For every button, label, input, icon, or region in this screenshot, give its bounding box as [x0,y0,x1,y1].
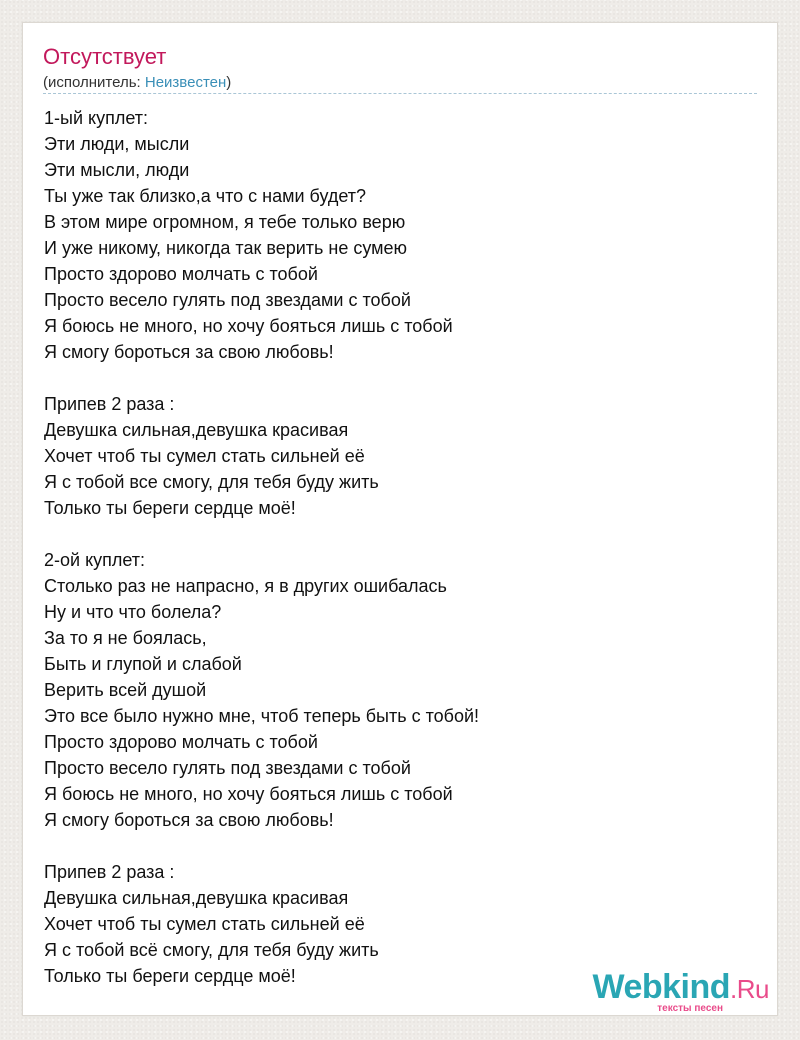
lyric-line: Ну и что что болела? [44,602,222,622]
lyric-line: И уже никому, никогда так верить не сумею [44,238,408,258]
lyrics-card [22,22,778,1016]
artist-link[interactable]: Неизвестен [144,74,227,91]
lyric-line: Я боюсь не много, но хочу бояться лишь с тобой [44,316,453,336]
lyric-line: Эти мысли, люди [44,160,190,180]
header-divider [43,93,757,94]
lyric-line: Просто весело гулять под звездами с тобой [44,758,411,778]
lyric-line: Быть и глупой и слабой [44,654,242,674]
lyric-line: 1-ый куплет: [44,108,148,128]
artist-prefix: (исполнитель: [43,74,145,91]
lyric-blank-line [44,833,744,859]
lyric-blank-line [44,365,744,391]
lyric-line: В этом мире огромном, я тебе только верю [44,212,406,232]
lyric-line: За то я не боялась, [44,628,207,648]
lyric-line: Только ты береги сердце моё! [44,498,296,518]
lyric-blank-line [44,521,744,547]
lyric-line: Я боюсь не много, но хочу бояться лишь с тобой [44,784,453,804]
lyric-line: Припев 2 раза : [44,862,175,882]
lyric-line: Просто здорово молчать с тобой [44,264,318,284]
lyric-line: Хочет чтоб ты сумел стать сильней её [44,446,365,466]
artist-suffix: ) [226,74,232,91]
lyric-line: 2-ой куплет: [44,550,146,570]
lyric-line: Просто здорово молчать с тобой [44,732,318,752]
lyric-line: Я с тобой всё смогу, для тебя буду жить [44,940,379,960]
logo-wordmark [592,969,769,1007]
logo-brand: Webkind [592,968,731,1006]
artist-line [43,73,231,93]
logo-tld: .Ru [730,974,769,1004]
lyric-line: Я с тобой все смогу, для тебя буду жить [44,472,379,492]
lyric-line: Верить всей душой [44,680,207,700]
lyric-line: Столько раз не напрасно, я в других ошибалась [44,576,447,596]
lyric-line: Только ты береги сердце моё! [44,966,296,986]
lyric-line: Эти люди, мысли [44,134,190,154]
lyric-line: Девушка сильная,девушка красивая [44,888,349,908]
lyric-line: Я смогу бороться за свою любовь! [44,342,334,362]
song-title: Отсутствует [43,44,167,69]
lyric-line: Хочет чтоб ты сумел стать сильней её [44,914,365,934]
lyric-line: Припев 2 раза : [44,394,175,414]
lyrics-body [44,105,744,989]
lyric-line: Ты уже так близко,а что с нами будет? [44,186,367,206]
site-logo[interactable] [579,969,769,1015]
lyric-line: Это все было нужно мне, чтоб теперь быть с тобой! [44,706,480,726]
logo-tagline: тексты песен [657,1003,723,1014]
lyric-line: Просто весело гулять под звездами с тобой [44,290,411,310]
lyric-line: Я смогу бороться за свою любовь! [44,810,334,830]
lyric-line: Девушка сильная,девушка красивая [44,420,349,440]
